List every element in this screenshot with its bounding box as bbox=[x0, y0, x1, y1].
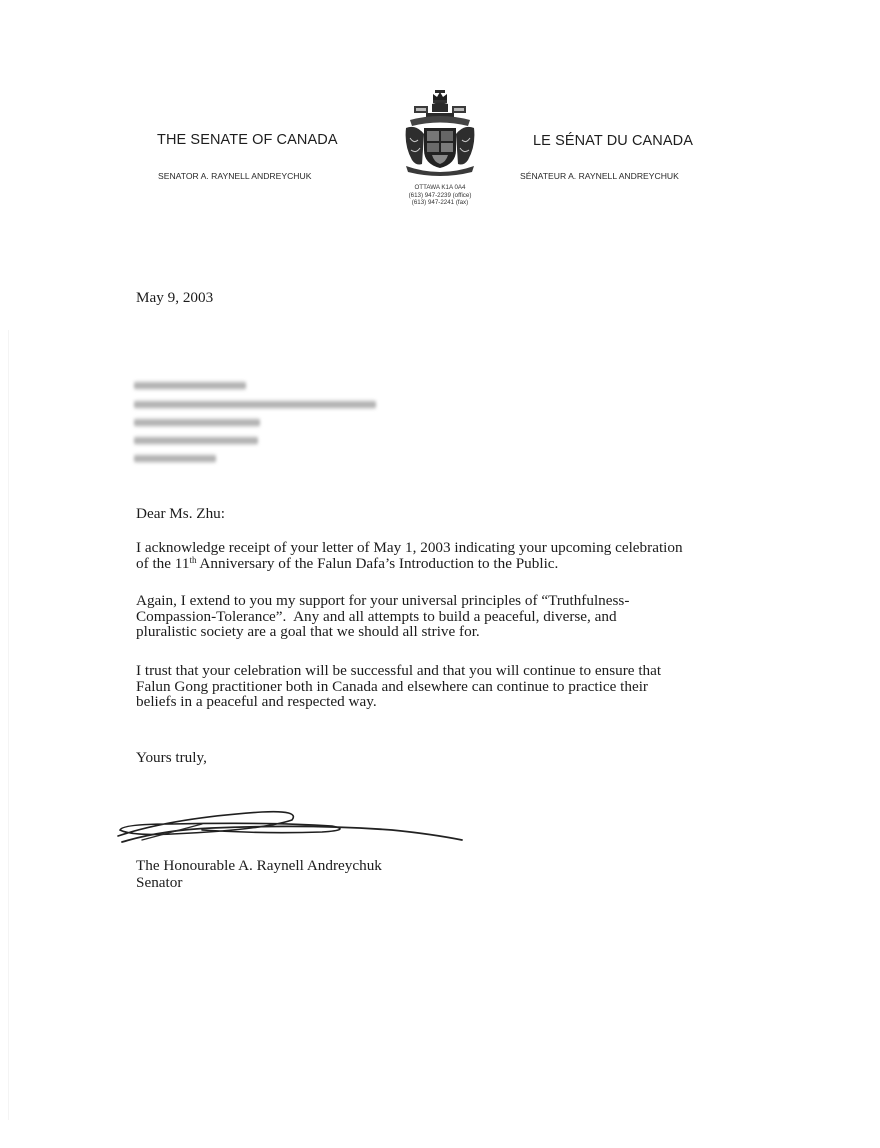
signer-title: Senator bbox=[136, 874, 183, 891]
paragraph-line: I trust that your celebration will be successful and that you will continue to ensure that bbox=[136, 662, 662, 679]
text-fragment: Anniversary of the Falun Dafa’s Introduction to the Public. bbox=[196, 554, 559, 572]
paragraph-line: pluralistic society are a goal that we should all strive for. bbox=[136, 623, 480, 641]
address-fax: (613) 947-2241 (fax) bbox=[411, 199, 469, 207]
letterhead-senator-french: SÉNATEUR A. RAYNELL ANDREYCHUK bbox=[520, 171, 679, 181]
redacted-line bbox=[134, 381, 246, 390]
ordinal-superscript: th bbox=[189, 554, 197, 565]
paragraph-line: Compassion-Tolerance”. Any and all attempts to build a peaceful, diverse, and bbox=[136, 607, 617, 625]
scan-edge-artifact bbox=[8, 330, 9, 1120]
signer-name: The Honourable A. Raynell Andreychuk bbox=[136, 857, 382, 874]
letterhead-senator-english: SENATOR A. RAYNELL ANDREYCHUK bbox=[158, 171, 312, 181]
paragraph-line: Again, I extend to you my support for your universal principles of “Truthfulness- bbox=[136, 592, 630, 609]
paragraph-line: I acknowledge receipt of your letter of May 1, 2003 indicating your upcoming celebration bbox=[136, 539, 683, 556]
redacted-line bbox=[134, 454, 216, 463]
redacted-line bbox=[134, 400, 376, 409]
paragraph-line: Falun Gong practitioner both in Canada and elsewhere can continue to practice their bbox=[136, 677, 648, 695]
body-paragraph-1 bbox=[136, 540, 756, 571]
signature-icon bbox=[112, 800, 472, 850]
letter-date: May 9, 2003 bbox=[136, 289, 214, 306]
body-paragraph-2 bbox=[136, 593, 756, 640]
paragraph-line bbox=[136, 556, 756, 572]
redacted-line bbox=[134, 418, 260, 427]
letterhead-title-french: LE SÉNAT DU CANADA bbox=[533, 133, 693, 149]
text-fragment: of the 11 bbox=[136, 554, 190, 572]
redacted-line bbox=[134, 436, 258, 445]
coat-of-arms-icon bbox=[402, 88, 478, 176]
body-paragraph-3 bbox=[136, 663, 756, 710]
closing: Yours truly, bbox=[136, 749, 207, 766]
letterhead-title-english: THE SENATE OF CANADA bbox=[157, 132, 338, 148]
address-city: OTTAWA K1A 0A4 bbox=[414, 184, 466, 191]
paragraph-line: beliefs in a peaceful and respected way. bbox=[136, 693, 377, 711]
address-office-phone: (613) 947-2239 (office) bbox=[408, 191, 472, 199]
salutation: Dear Ms. Zhu: bbox=[136, 505, 225, 522]
letterhead-address bbox=[380, 184, 500, 207]
